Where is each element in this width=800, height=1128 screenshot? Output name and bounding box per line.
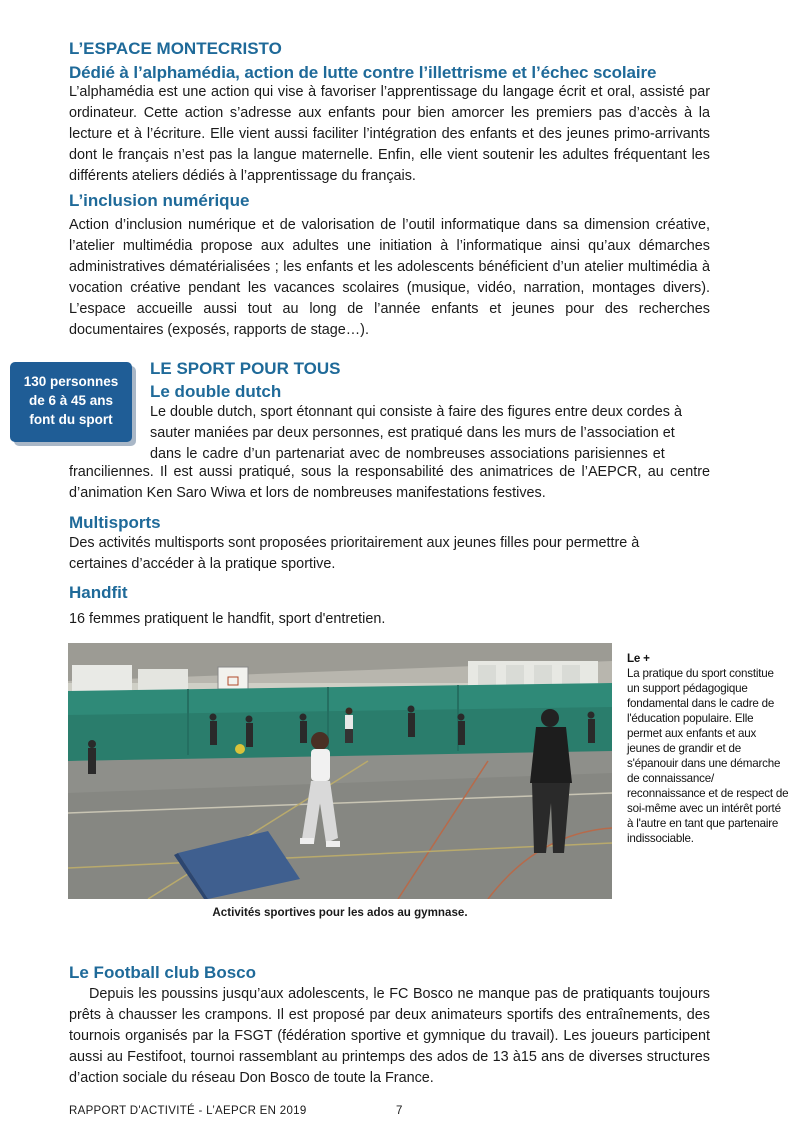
section-title-football: Le Football club Bosco	[69, 963, 257, 982]
section-title-espace-montecristo: L’ESPACE MONTECRISTO	[69, 39, 282, 58]
stat-badge	[10, 362, 132, 442]
section-title-sport-pour-tous: LE SPORT POUR TOUS	[150, 359, 341, 378]
footer-page-number: 7	[396, 1105, 403, 1117]
gymnasium-photo	[68, 643, 612, 899]
section-title-multisports: Multisports	[69, 513, 161, 532]
paragraph-double-dutch-rest: franciliennes. Il est aussi pratiqué, sous la responsabilité des animatrices de l’AEPCR, au centre d’animation Ken Saro Wiwa et lors de nombreuses manifestations festives.	[69, 464, 710, 501]
paragraph-handfit: 16 femmes pratiquent le handfit, sport d'entretien.	[69, 611, 386, 627]
paragraph-double-dutch-line-1: Le double dutch, sport étonnant qui consiste à faire des figures entre deux cordes à	[150, 404, 682, 420]
section-subtitle-double-dutch: Le double dutch	[150, 382, 282, 401]
section-title-handfit: Handfit	[69, 583, 128, 602]
paragraph-double-dutch-line-2: sauter maniées par deux personnes, est pratiqué dans les murs de l’association et	[150, 425, 675, 441]
badge-line-2: de 6 à 45 ans	[28, 393, 114, 408]
paragraph-double-dutch-line-3: dans le cadre d’un partenariat avec de nombreuses associations parisiennes et	[150, 446, 665, 462]
badge-line-1: 130 personnes	[23, 374, 119, 389]
paragraph-football: Depuis les poussins jusqu’aux adolescents, le FC Bosco ne manque pas de pratiquants toujours prêts à chausser les crampons. Il est proposé par deux animateurs sportifs des entraînements, des tournois organisés par la FSGT (fédération sportive et gymnique du travail). Les joueurs participent aussi au Festifoot, tournoi rassemblant au printemps des ados de 13 à15 ans de diverses structures d’action sociale du réseau Don Bosco de toute la France.	[69, 986, 710, 1086]
paragraph-alphamedia: L’alphamédia est une action qui vise à favoriser l’apprentissage du langage écrit et oral, assisté par ordinateur. Cette action s’adresse aux enfants pour bien amorcer les premiers pas d’accès à la lecture et à l’écriture. Elle vient aussi faciliter l’intégration des enfants et des jeunes primo-arrivants dont le français n’est pas la langue maternelle. Enfin, elle vient soutenir les adultes fréquentant les différents ateliers dédiés à l’apprentissage du français.	[69, 84, 710, 184]
photo-caption: Activités sportives pour les ados au gymnase.	[212, 906, 468, 919]
side-note-text: La pratique du sport constitue un support pédagogique fondamental dans le cadre de l'éducation populaire. Elle permet aux enfants et aux jeunes de grandir et de s'épanouir dans une démarche de connaissance/ reconnaissance et de respect de soi-même avec un intérêt porté à l'autre en tant que partenaire indissociable.	[627, 667, 789, 845]
paragraph-multisports: Des activités multisports sont proposées prioritairement aux jeunes filles pour permettre à certaines d’accéder à la pratique sportive.	[69, 535, 640, 572]
footer-report-title: RAPPORT D'ACTIVITÉ - L’AEPCR EN 2019	[69, 1105, 307, 1117]
section-title-inclusion-numerique: L’inclusion numérique	[69, 191, 250, 210]
badge-line-3: font du sport	[29, 412, 113, 427]
section-subtitle-alphamedia: Dédié à l’alphamédia, action de lutte contre l’illettrisme et l’échec scolaire	[69, 63, 657, 82]
paragraph-inclusion-numerique: Action d’inclusion numérique et de valorisation de l’outil informatique dans sa dimension créative, l’atelier multimédia propose aux adultes une initiation à l’informatique ainsi qu’aux démarches administratives dématérialisées ; les enfants et les adolescents bénéficient d’un atelier multimédia à vocation créative pendant les vacances scolaires (musique, vidéo, narration, montages divers). L’espace accueille aussi tout au long de l’année enfants et jeunes pour des recherches documentaires (exposés, rapports de stage…).	[69, 217, 710, 338]
side-note	[627, 651, 789, 846]
side-note-title: Le +	[627, 652, 650, 665]
